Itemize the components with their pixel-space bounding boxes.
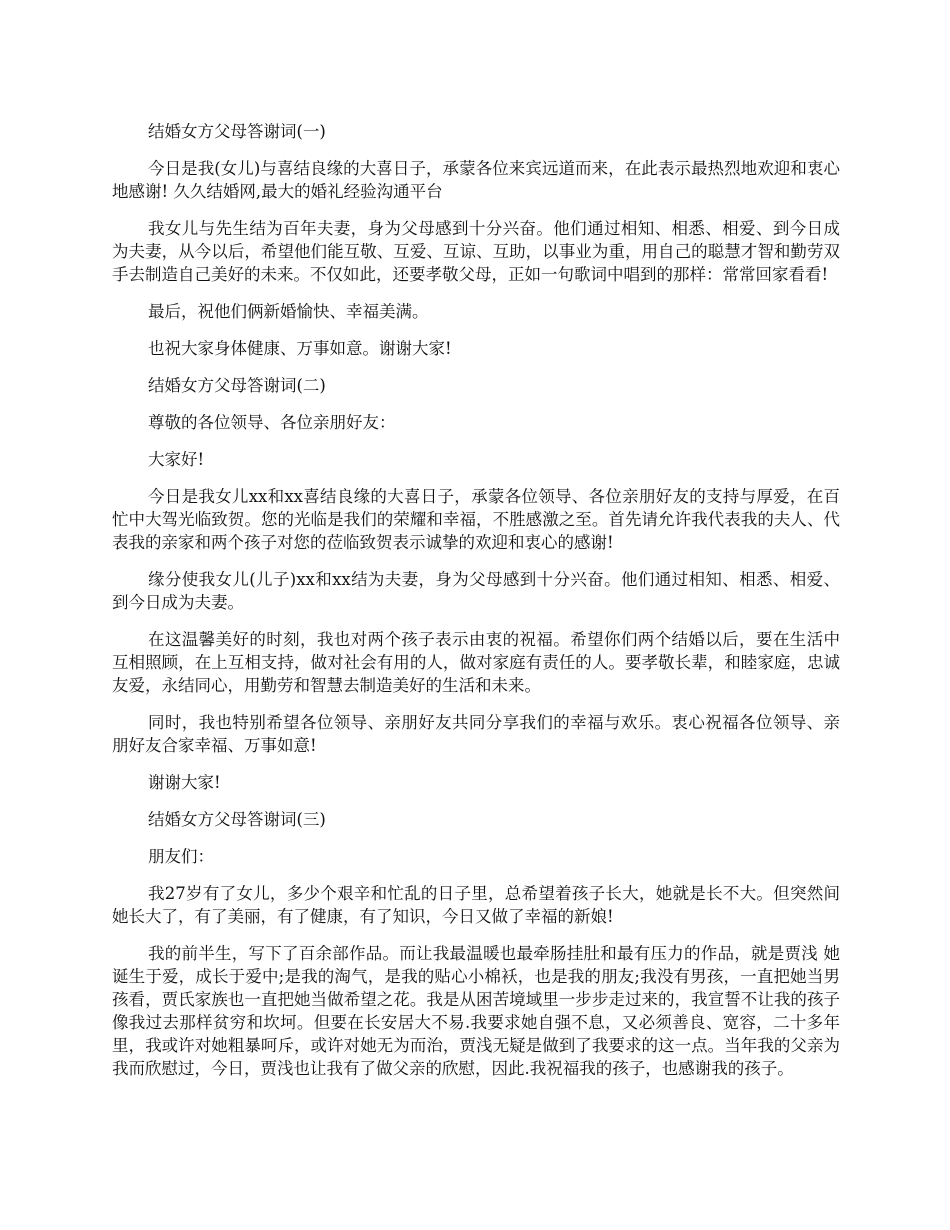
paragraph: 今日是我(女儿)与喜结良缘的大喜日子，承蒙各位来宾远道而来，在此表示最热烈地欢迎和衷心地感谢! 久久结婚网,最大的婚礼经验沟通平台 (112, 159, 840, 201)
salutation: 朋友们： (148, 847, 214, 866)
paragraph: 在这温馨美好的时刻，我也对两个孩子表示由衷的祝福。希望你们两个结婚以后，要在生活中互相照顾，在上互相支持，做对社会有用的人，做对家庭有责任的人。要孝敬长辈，和睦家庭，忠诚友爱，永结同心，用勤劳和智慧去制造美好的生活和未来。 (112, 630, 840, 695)
document-body (112, 120, 840, 1094)
section-title-2: 结婚女方父母答谢词(二) (148, 376, 326, 395)
section-title-1: 结婚女方父母答谢词(一) (148, 122, 326, 141)
paragraph: 我女儿与先生结为百年夫妻，身为父母感到十分兴奋。他们通过相知、相悉、相爱、到今日成为夫妻，从今以后，希望他们能互敬、互爱、互谅、互助，以事业为重，用自己的聪慧才智和勤劳双手去制造自己美好的未来。不仅如此，还要孝敬父母，正如一句歌词中唱到的那样：常常回家看看! (112, 219, 840, 284)
paragraph: 缘分使我女儿(儿子)xx和xx结为夫妻，身为父母感到十分兴奋。他们通过相知、相悉、相爱、到今日成为夫妻。 (112, 570, 840, 612)
paragraph: 我27岁有了女儿，多少个艰辛和忙乱的日子里，总希望着孩子长大，她就是长不大。但突然间她长大了，有了美丽，有了健康，有了知识，今日又做了幸福的新娘! (112, 884, 840, 926)
greeting: 大家好! (148, 450, 205, 469)
paragraph: 最后，祝他们俩新婚愉快、幸福美满。 (148, 302, 429, 321)
salutation: 尊敬的各位领导、各位亲朋好友： (148, 413, 396, 432)
section-title-3: 结婚女方父母答谢词(三) (148, 810, 326, 829)
paragraph: 我的前半生，写下了百余部作品。而让我最温暖也最牵肠挂肚和最有压力的作品，就是贾浅 她诞生于爱，成长于爱中;是我的淘气，是我的贴心小棉袄，也是我的朋友;我没有男孩，一直把她当男孩看，贾氏家族也一直把她当做希望之花。我是从困苦境域里一步步走过来的，我宣誓不让我的孩子像我过去那样贫穷和坎坷。但要在长安居大不易.我要求她自强不息，又必须善良、宽容，二十多年里，我或许对她粗暴呵斥，或许对她无为而治，贾浅无疑是做到了我要求的这一点。当年我的父亲为我而欣慰过，今日，贾浅也让我有了做父亲的欣慰，因此.我祝福我的孩子，也感谢我的孩子。 (112, 944, 840, 1078)
closing: 谢谢大家! (148, 773, 221, 792)
paragraph: 也祝大家身体健康、万事如意。谢谢大家! (148, 339, 452, 358)
paragraph: 今日是我女儿xx和xx喜结良缘的大喜日子，承蒙各位领导、各位亲朋好友的支持与厚爱，在百忙中大驾光临致贺。您的光临是我们的荣耀和幸福，不胜感激之至。首先请允许我代表我的夫人、代表我的亲家和两个孩子对您的莅临致贺表示诚挚的欢迎和衷心的感谢! (112, 487, 840, 552)
paragraph: 同时，我也特别希望各位领导、亲朋好友共同分享我们的幸福与欢乐。衷心祝福各位领导、亲朋好友合家幸福、万事如意! (112, 713, 840, 755)
